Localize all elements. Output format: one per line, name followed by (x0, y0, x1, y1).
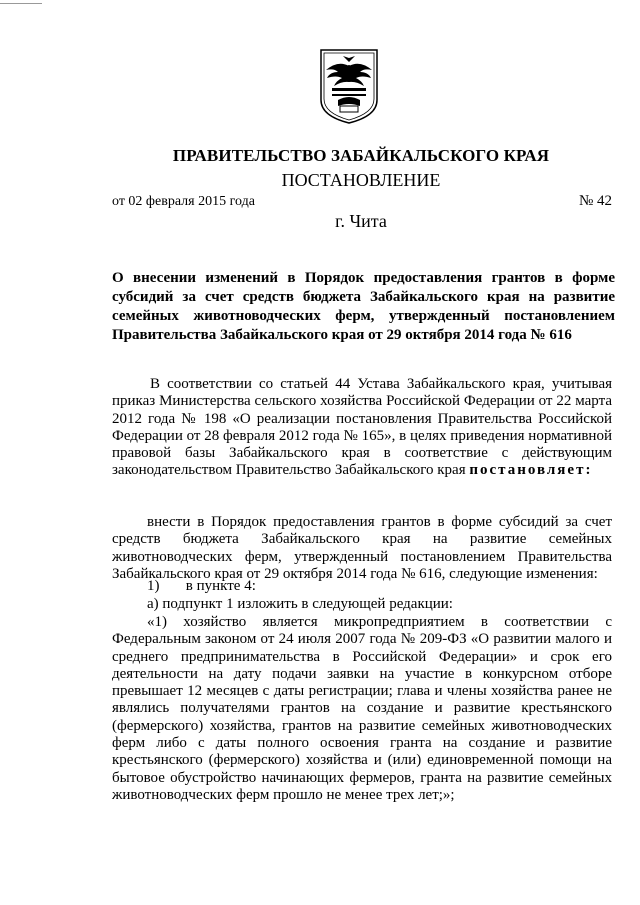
document-heading: О внесении изменений в Порядок предоставления грантов в форме субсидий за счет средств бюджета Забайкальского края на развитие семейных животноводческих ферм, утвержденный постановлением Правительства Забайкальского края от 29 октября 2014 года № 616 (112, 270, 615, 343)
preamble-paragraph (112, 376, 612, 480)
point-1-line (112, 578, 612, 595)
government-title: ПРАВИТЕЛЬСТВО ЗАБАЙКАЛЬСКОГО КРАЯ (172, 146, 550, 165)
top-rule (0, 3, 42, 4)
document-type: ПОСТАНОВЛЕНИЕ (281, 170, 441, 190)
point-1-number: 1) (147, 578, 160, 594)
coat-of-arms-emblem (318, 48, 380, 124)
resolves-keyword: постановляет: (469, 462, 593, 479)
document-number: № 42 (578, 193, 612, 209)
subpoint-1-new-text: «1) хозяйство является микропредприятием в соответствии с Федеральным законом от 24 июля 2007 года № 209-ФЗ «О развитии малого и среднего предпринимательства в Российской Федерации» и срок его деятельности на дату подачи заявки на участие в конкурсном отборе превышает 12 месяцев с даты регистрации; глава и члены хозяйства ранее не являлись получателями грантов на создание и развитие крестьянского (фермерского) хозяйства, грантов на развитие семейных животноводческих ферм либо с даты полного освоения гранта на создание и развитие крестьянского (фермерского) хозяйства и (или) единовременной помощи на бытовое обустройство начинающих фермеров, гранта на развитие семейных животноводческих ферм прошло не менее трех лет;»; (112, 614, 612, 803)
subpoint-a-line: а) подпункт 1 изложить в следующей редакции: (147, 596, 453, 612)
document-date: от 02 февраля 2015 года (112, 194, 255, 209)
preamble-text: В соответствии со статьей 44 Устава Забайкальского края, учитывая приказ Министерства сельского хозяйства Российской Федерации от 22 марта 2012 года № 198 «О реализации постановления Правительства Российской Федерации от 28 февраля 2012 года № 165», в целях приведения нормативной правовой базы Забайкальского края в соответствие с действующим законодательством Правительство Забайкальского края (112, 376, 612, 479)
point-1-text: в пункте 4: (185, 578, 256, 594)
amendment-intro-paragraph: внести в Порядок предоставления грантов в форме субсидий за счет средств бюджета Забайкальского края на развитие семейных животноводческих ферм, утвержденный постановлением Правительства Забайкальского края от 29 октября 2014 года № 616, следующие изменения: (112, 514, 612, 582)
document-city: г. Чита (335, 211, 387, 231)
